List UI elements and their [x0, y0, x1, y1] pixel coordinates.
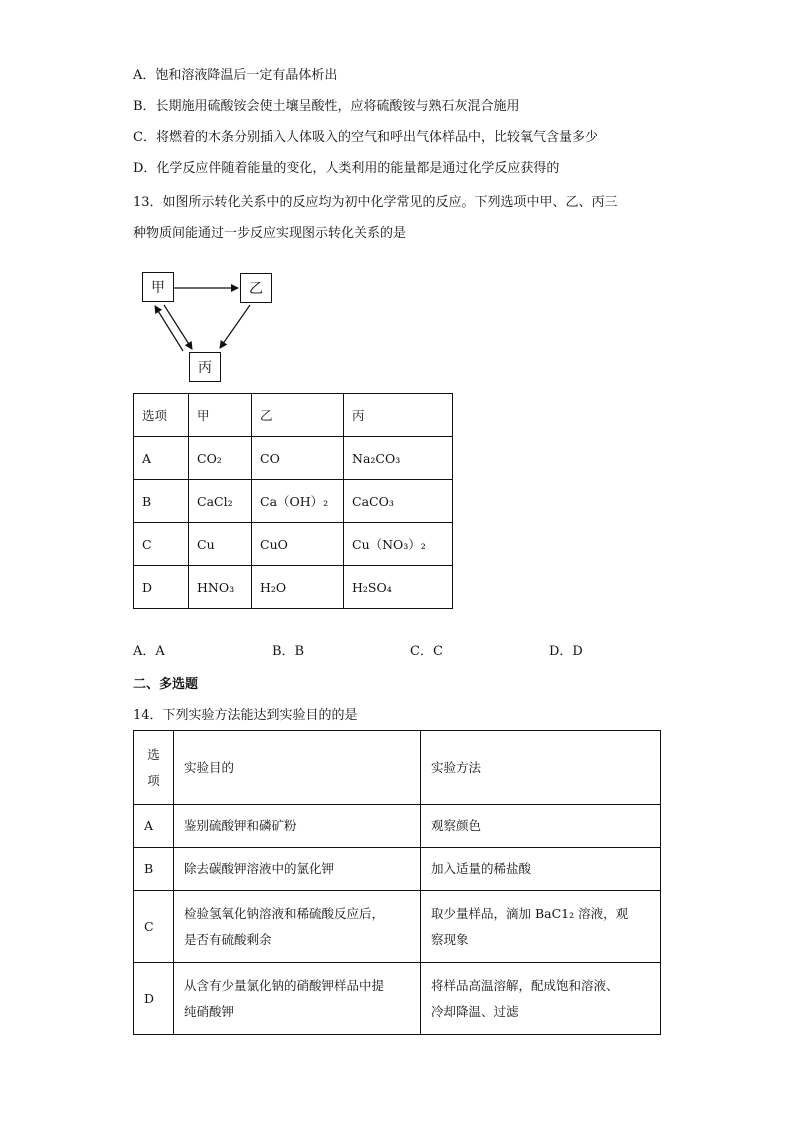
q13-answer-b: B．B	[272, 644, 305, 659]
table-cell: Cu（NO₃）₂	[344, 523, 453, 566]
header-cell: 实验目的	[174, 731, 421, 805]
q13-answer-d: D．D	[549, 644, 583, 659]
table-cell: CO	[252, 437, 344, 480]
q12-option-d: D．化学反应伴随着能量的变化，人类利用的能量都是通过化学反应获得的	[133, 161, 560, 176]
table-cell: D	[134, 963, 174, 1035]
table-cell: C	[134, 891, 174, 963]
table-row	[134, 891, 661, 963]
q13-answer-c: C．C	[410, 644, 443, 659]
q12-option-a: A．饱和溶液降温后一定有晶体析出	[133, 68, 338, 83]
table-cell: CaCl₂	[189, 480, 252, 523]
arrow-bing-to-jia	[155, 306, 183, 351]
header-cell: 实验方法	[421, 731, 661, 805]
table-cell: H₂O	[252, 566, 344, 609]
table-cell: 观察颜色	[421, 805, 661, 848]
table-cell: B	[134, 480, 189, 523]
table-cell: C	[134, 523, 189, 566]
q13-table	[133, 393, 453, 609]
table-cell: 将样品高温溶解，配成饱和溶液、 冷却降温、过滤	[421, 963, 661, 1035]
q12-option-c: C．将燃着的木条分别插入人体吸入的空气和呼出气体样品中，比较氧气含量多少	[133, 130, 598, 145]
node-jia: 甲	[142, 272, 174, 302]
node-bing: 丙	[189, 352, 221, 382]
q13-stem-line2: 种物质间能通过一步反应实现图示转化关系的是	[133, 226, 407, 241]
table-cell: B	[134, 848, 174, 891]
table-cell: Na₂CO₃	[344, 437, 453, 480]
header-cell: 甲	[189, 394, 252, 437]
q12-option-b: B．长期施用硫酸铵会使土壤呈酸性，应将硫酸铵与熟石灰混合施用	[133, 99, 520, 114]
table-cell: 检验氢氧化钠溶液和稀硫酸反应后， 是否有硫酸剩余	[174, 891, 421, 963]
table-cell: 加入适量的稀盐酸	[421, 848, 661, 891]
table-cell: 除去碳酸钾溶液中的氯化钾	[174, 848, 421, 891]
arrow-yi-to-bing	[220, 305, 250, 348]
table-row	[134, 523, 453, 566]
table-cell: CaCO₃	[344, 480, 453, 523]
table-cell: HNO₃	[189, 566, 252, 609]
table-row	[134, 805, 661, 848]
arrow-jia-to-bing	[164, 305, 192, 349]
table-cell: A	[134, 437, 189, 480]
table-cell: CuO	[252, 523, 344, 566]
table-cell: CO₂	[189, 437, 252, 480]
node-yi: 乙	[240, 273, 272, 303]
q13-stem-line1: 13．如图所示转化关系中的反应均为初中化学常见的反应。下列选项中甲、乙、丙三	[133, 195, 618, 210]
table-cell: 从含有少量氯化钠的硝酸钾样品中提 纯硝酸钾	[174, 963, 421, 1035]
table-row	[134, 963, 661, 1035]
table-row	[134, 566, 453, 609]
table-row	[134, 848, 661, 891]
table-cell: Cu	[189, 523, 252, 566]
header-cell: 丙	[344, 394, 453, 437]
table-cell: 取少量样品，滴加 BaC1₂ 溶液，观 察现象	[421, 891, 661, 963]
table-header-row	[134, 731, 661, 805]
table-row	[134, 437, 453, 480]
table-header-row	[134, 394, 453, 437]
table-cell: A	[134, 805, 174, 848]
section-title: 二、多选题	[133, 677, 199, 692]
q13-answer-a: A．A	[133, 644, 165, 659]
table-row	[134, 480, 453, 523]
table-cell: Ca（OH）₂	[252, 480, 344, 523]
table-cell: H₂SO₄	[344, 566, 453, 609]
header-cell: 乙	[252, 394, 344, 437]
table-cell: D	[134, 566, 189, 609]
table-cell: 鉴别硫酸钾和磷矿粉	[174, 805, 421, 848]
q14-stem: 14．下列实验方法能达到实验目的的是	[133, 708, 358, 723]
header-cell: 选项	[134, 394, 189, 437]
header-cell: 选 项	[134, 731, 174, 805]
q14-table	[133, 730, 661, 1035]
